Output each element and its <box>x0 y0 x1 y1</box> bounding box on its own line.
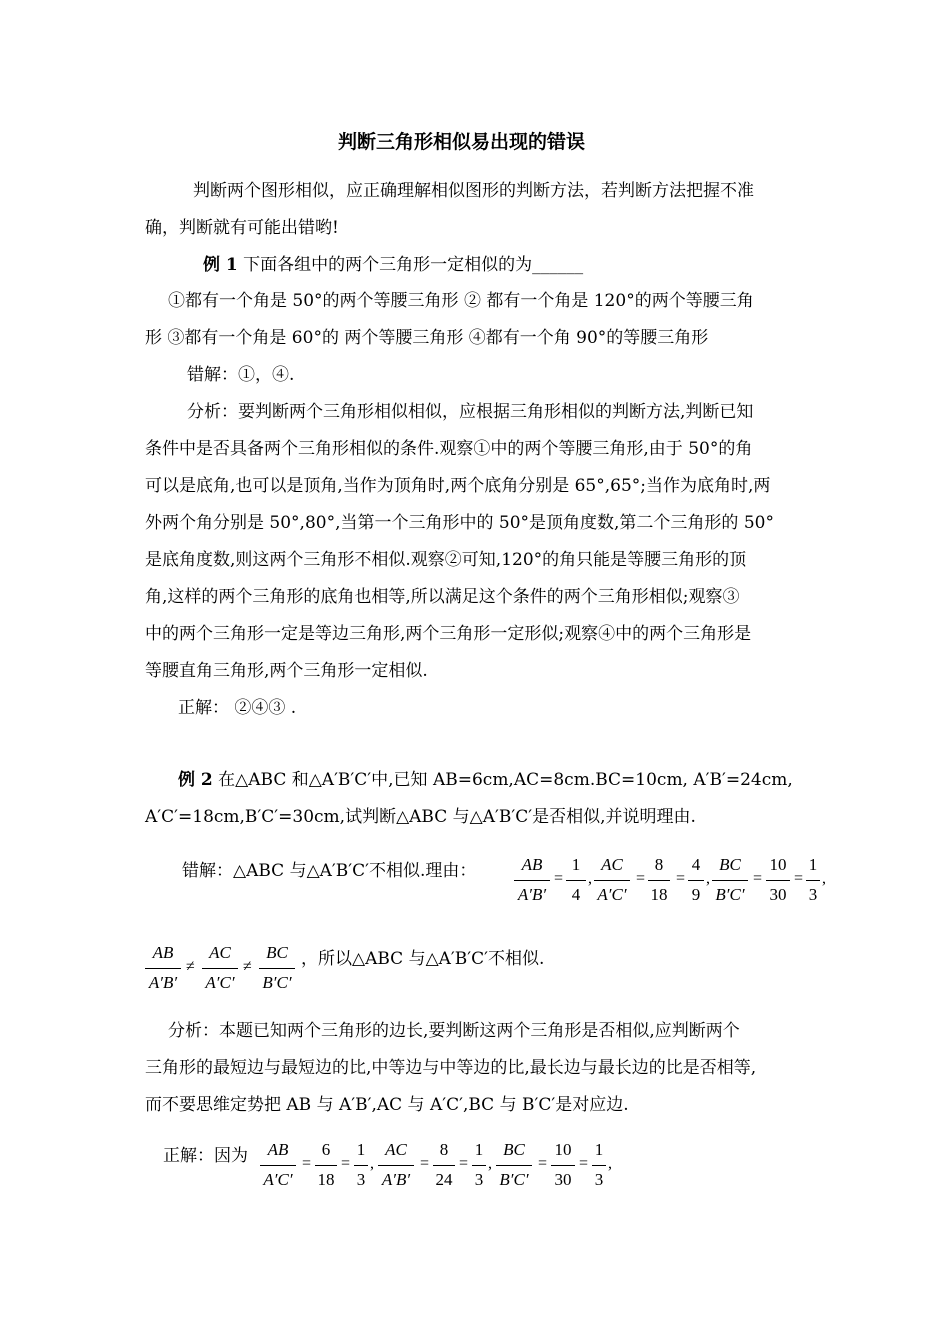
example1-question-text: 下面各组中的两个三角形一定相似的为______ <box>243 255 584 275</box>
fraction <box>590 1141 608 1193</box>
fraction-numerator: 1 <box>808 855 818 874</box>
fraction <box>710 856 750 908</box>
example2-question-line-1 <box>178 772 793 789</box>
example1-analysis-line: 可以是底角,也可以是顶角,当作为顶角时,两个底角分别是 65°,65°;当作为底角时,两 <box>145 476 771 496</box>
example1-analysis-line: 角,这样的两个三角形的底角也相等,所以满足这个条件的两个三角形相似;观察③ <box>145 587 740 607</box>
example1-options-line-1: ①都有一个角是 50°的两个等腰三角形 ② 都有一个角是 120°的两个等腰三角 <box>168 291 754 311</box>
fraction <box>646 856 672 908</box>
fraction-numerator: AC <box>209 943 231 962</box>
fraction-numerator: 6 <box>321 1140 331 1159</box>
fraction-numerator: 1 <box>474 1140 484 1159</box>
fraction-denominator: 24 <box>435 1170 453 1189</box>
fraction <box>352 1141 370 1193</box>
equals-sign: = <box>302 1155 312 1172</box>
fraction-denominator: B′C′ <box>715 885 745 904</box>
fraction-numerator: 1 <box>356 1140 366 1159</box>
comma: , <box>822 870 826 887</box>
fraction-denominator: 30 <box>554 1170 572 1189</box>
fraction-numerator: BC <box>719 855 741 874</box>
fraction-denominator: A′C′ <box>263 1170 293 1189</box>
equals-sign: = <box>794 870 804 887</box>
fraction <box>258 1141 298 1193</box>
comma: , <box>488 1155 492 1172</box>
fraction <box>200 944 240 996</box>
fraction <box>257 944 297 996</box>
fraction-denominator: A′B′ <box>148 973 178 992</box>
comma: , <box>588 870 592 887</box>
equals-sign: = <box>636 870 646 887</box>
fraction-denominator: 18 <box>650 885 668 904</box>
fraction-denominator: 4 <box>571 885 581 904</box>
fraction-denominator: A′C′ <box>597 885 627 904</box>
example1-question <box>203 257 583 274</box>
equals-sign: = <box>753 870 763 887</box>
fraction-denominator: 30 <box>769 885 787 904</box>
not-equal-sign: ≠ <box>243 958 252 975</box>
fraction-denominator: 3 <box>474 1170 484 1189</box>
example1-options-line-2: 形 ③都有一个角是 60°的 两个等腰三角形 ④都有一个角 90°的等腰三角形 <box>145 328 709 348</box>
example2-question-text: 在△ABC 和△A′B′C′中,已知 AB=6cm,AC=8cm.BC=10cm, A′B′=24cm, <box>218 770 793 790</box>
fraction <box>764 856 792 908</box>
fraction <box>494 1141 534 1193</box>
fraction-numerator: BC <box>266 943 288 962</box>
intro-line-1: 判断两个图形相似，应正确理解相似图形的判断方法，若判断方法把握不准 <box>193 181 754 201</box>
fraction <box>804 856 822 908</box>
fraction-denominator: 3 <box>356 1170 366 1189</box>
fraction-numerator: 8 <box>439 1140 449 1159</box>
comma: , <box>706 870 710 887</box>
fraction <box>592 856 632 908</box>
fraction-numerator: 4 <box>691 855 701 874</box>
fraction-numerator: 10 <box>554 1140 572 1159</box>
fraction-denominator: 18 <box>317 1170 335 1189</box>
fraction <box>549 1141 577 1193</box>
fraction-denominator: 3 <box>594 1170 604 1189</box>
fraction-numerator: AB <box>152 943 174 962</box>
equals-sign: = <box>459 1155 469 1172</box>
fraction-numerator: 10 <box>769 855 787 874</box>
fraction-denominator: A′C′ <box>205 973 235 992</box>
fraction-numerator: 1 <box>571 855 581 874</box>
example2-analysis-line: 分析：本题已知两个三角形的边长,要判断这两个三角形是否相似,应判断两个 <box>168 1021 740 1041</box>
fraction <box>470 1141 488 1193</box>
fraction-numerator: 1 <box>594 1140 604 1159</box>
comma: , <box>370 1155 374 1172</box>
equals-sign: = <box>341 1155 351 1172</box>
not-equal-sign: ≠ <box>186 958 195 975</box>
fraction <box>143 944 183 996</box>
example1-analysis-line: 是底角度数,则这两个三角形不相似.观察②可知,120°的角只能是等腰三角形的顶 <box>145 550 747 570</box>
fraction-denominator: B′C′ <box>499 1170 529 1189</box>
fraction <box>376 1141 416 1193</box>
fraction-numerator: AB <box>267 1140 289 1159</box>
fraction-denominator: A′B′ <box>381 1170 411 1189</box>
fraction-numerator: AC <box>385 1140 407 1159</box>
fraction <box>564 856 588 908</box>
intro-line-2: 确，判断就有可能出错哟! <box>145 218 339 238</box>
example2-analysis-line: 三角形的最短边与最短边的比,中等边与中等边的比,最长边与最长边的比是否相等, <box>145 1058 757 1078</box>
example2-correct-prefix: 正解：因为 <box>163 1146 248 1166</box>
example1-analysis-line: 中的两个三角形一定是等边三角形,两个三角形一定形似;观察④中的两个三角形是 <box>145 624 752 644</box>
fraction-denominator: 9 <box>691 885 701 904</box>
fraction <box>431 1141 457 1193</box>
fraction <box>313 1141 339 1193</box>
example1-label: 例 1 <box>203 255 238 275</box>
example2-question-line-2: A′C′=18cm,B′C′=30cm,试判断△ABC 与△A′B′C′是否相似,并说明理由. <box>145 807 696 827</box>
equals-sign: = <box>554 870 564 887</box>
fraction <box>686 856 706 908</box>
example2-wrong-suffix: ，所以△ABC 与△A′B′C′不相似. <box>301 949 545 969</box>
fraction-denominator: A′B′ <box>517 885 547 904</box>
example1-analysis-line: 外两个角分别是 50°,80°,当第一个三角形中的 50°是顶角度数,第二个三角形的 50° <box>145 513 774 533</box>
equals-sign: = <box>420 1155 430 1172</box>
fraction-numerator: AC <box>601 855 623 874</box>
example2-wrong-prefix: 错解：△ABC 与△A′B′C′不相似.理由： <box>182 861 477 881</box>
fraction-numerator: AB <box>521 855 543 874</box>
example1-analysis-line: 分析：要判断两个三角形相似相似，应根据三角形相似的判断方法,判断已知 <box>187 402 754 422</box>
example1-analysis-line: 条件中是否具备两个三角形相似的条件.观察①中的两个等腰三角形,由于 50°的角 <box>145 439 753 459</box>
page-title: 判断三角形相似易出现的错误 <box>338 131 586 153</box>
fraction-denominator: B′C′ <box>262 973 292 992</box>
example1-wrong-answer: 错解：①，④. <box>187 365 295 385</box>
equals-sign: = <box>538 1155 548 1172</box>
example1-analysis-line: 等腰直角三角形,两个三角形一定相似. <box>145 661 428 681</box>
fraction-denominator: 3 <box>808 885 818 904</box>
example2-label: 例 2 <box>178 770 213 790</box>
fraction-numerator: BC <box>503 1140 525 1159</box>
example1-correct-answer: 正解： ②④③ . <box>178 698 297 718</box>
fraction-numerator: 8 <box>654 855 664 874</box>
comma: , <box>608 1155 612 1172</box>
example2-analysis-line: 而不要思维定势把 AB 与 A′B′,AC 与 A′C′,BC 与 B′C′是对应边. <box>145 1095 629 1115</box>
equals-sign: = <box>676 870 686 887</box>
fraction <box>512 856 552 908</box>
equals-sign: = <box>579 1155 589 1172</box>
